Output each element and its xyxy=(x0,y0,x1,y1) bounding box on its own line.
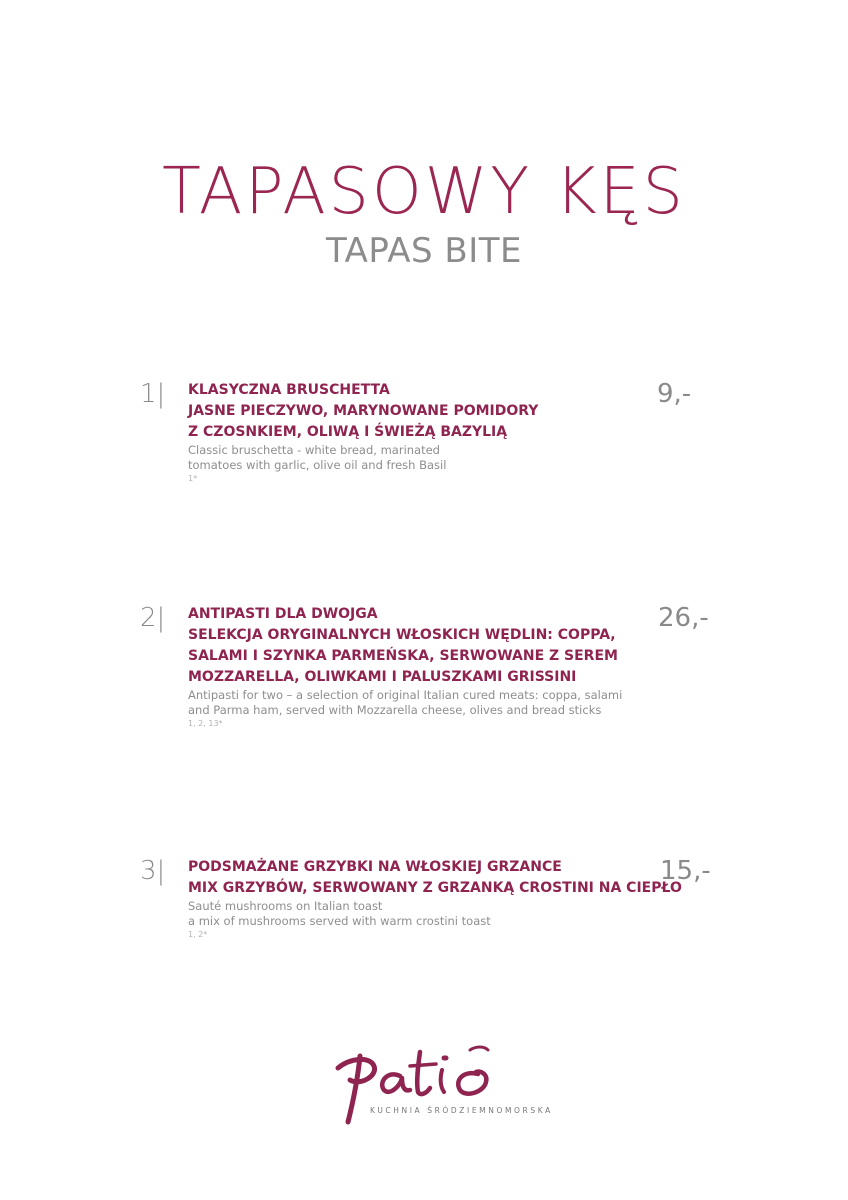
item-price: 15,- xyxy=(660,856,711,886)
item-description-en: and Parma ham, served with Mozzarella cheese, olives and bread sticks xyxy=(188,703,602,717)
item-description-pl: Z CZOSNKIEM, OLIWĄ I ŚWIEŻĄ BAZYLIĄ xyxy=(188,424,508,440)
item-allergens: 1, 2, 13* xyxy=(188,719,223,728)
item-title-pl: ANTIPASTI DLA DWOJGA xyxy=(188,606,378,622)
item-number: 2| xyxy=(140,603,166,633)
item-description-en: tomatoes with garlic, olive oil and fresh Basil xyxy=(188,458,447,472)
item-price: 26,- xyxy=(658,603,709,633)
item-allergens: 1, 2* xyxy=(188,930,208,939)
item-allergens: 1* xyxy=(188,474,198,483)
item-body xyxy=(188,604,708,730)
item-description-en: a mix of mushrooms served with warm crostini toast xyxy=(188,914,491,928)
item-description-pl: MOZZARELLA, OLIWKAMI I PALUSZKAMI GRISSINI xyxy=(188,669,577,685)
item-description-pl: SALAMI I SZYNKA PARMEŃSKA, SERWOWANE Z SEREM xyxy=(188,648,618,664)
item-body xyxy=(188,380,708,485)
page-subtitle: TAPAS BITE xyxy=(326,231,522,271)
item-description-pl: JASNE PIECZYWO, MARYNOWANE POMIDORY xyxy=(188,403,539,419)
item-title-pl: PODSMAŻANE GRZYBKI NA WŁOSKIEJ GRZANCE xyxy=(188,859,562,875)
logo-tagline: KUCHNIA ŚRÓDZIEMNOMORSKA xyxy=(370,1106,553,1115)
item-number: 1| xyxy=(140,379,166,409)
item-description-pl: MIX GRZYBÓW, SERWOWANY Z GRZANKĄ CROSTINI NA CIEPŁO xyxy=(188,880,682,896)
page-title: TAPASOWY KĘS xyxy=(162,155,686,229)
item-body xyxy=(188,857,708,941)
item-number: 3| xyxy=(140,856,166,886)
item-price: 9,- xyxy=(657,379,692,409)
item-description-en: Classic bruschetta - white bread, marinated xyxy=(188,443,440,457)
item-description-pl: SELEKCJA ORYGINALNYCH WŁOSKICH WĘDLIN: COPPA, xyxy=(188,627,616,643)
item-description-en: Antipasti for two – a selection of original Italian cured meats: coppa, salami xyxy=(188,688,623,702)
item-title-pl: KLASYCZNA BRUSCHETTA xyxy=(188,382,390,398)
item-description-en: Sauté mushrooms on Italian toast xyxy=(188,899,383,913)
